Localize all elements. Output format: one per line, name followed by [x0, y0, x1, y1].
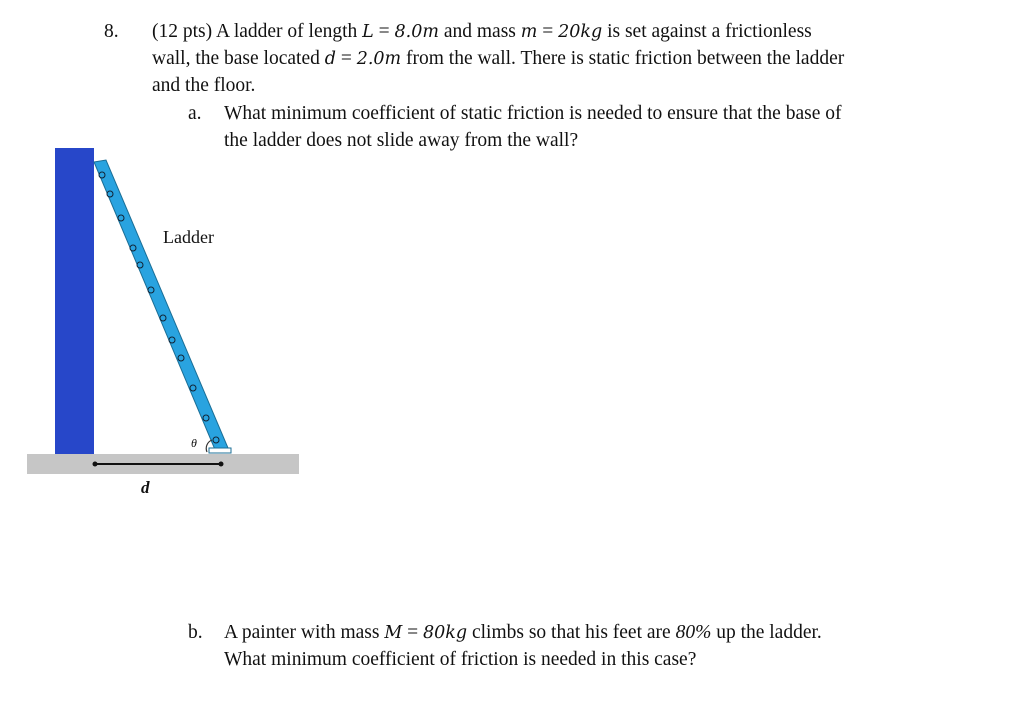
- angle-label: θ: [191, 436, 197, 450]
- part-b-line-1: A painter with mass M = 80kg climbs so that his feet are 80% up the ladder.: [224, 622, 822, 643]
- part-b-label: b.: [188, 622, 203, 643]
- part-a-label: a.: [188, 103, 202, 124]
- part-a-line-1: What minimum coefficient of static friction is needed to ensure that the base of: [224, 103, 842, 124]
- distance-label: d: [141, 478, 150, 497]
- part-a-line-2: the ladder does not slide away from the wall?: [224, 130, 579, 151]
- ladder: [94, 160, 231, 453]
- problem-points: (12 pts): [152, 21, 213, 42]
- problem-line-3: and the floor.: [152, 75, 256, 96]
- ladder-label: Ladder: [163, 227, 214, 247]
- problem-number: 8.: [104, 21, 119, 42]
- problem-line-2: wall, the base located d = 2.0m from the wall. There is static friction between the ladder: [152, 48, 845, 69]
- part-b-line-2: What minimum coefficient of friction is needed in this case?: [224, 649, 697, 670]
- wall: [55, 148, 94, 454]
- problem-line-1: (12 pts) A ladder of length L = 8.0m and mass m = 20kg is set against a frictionless: [152, 21, 812, 42]
